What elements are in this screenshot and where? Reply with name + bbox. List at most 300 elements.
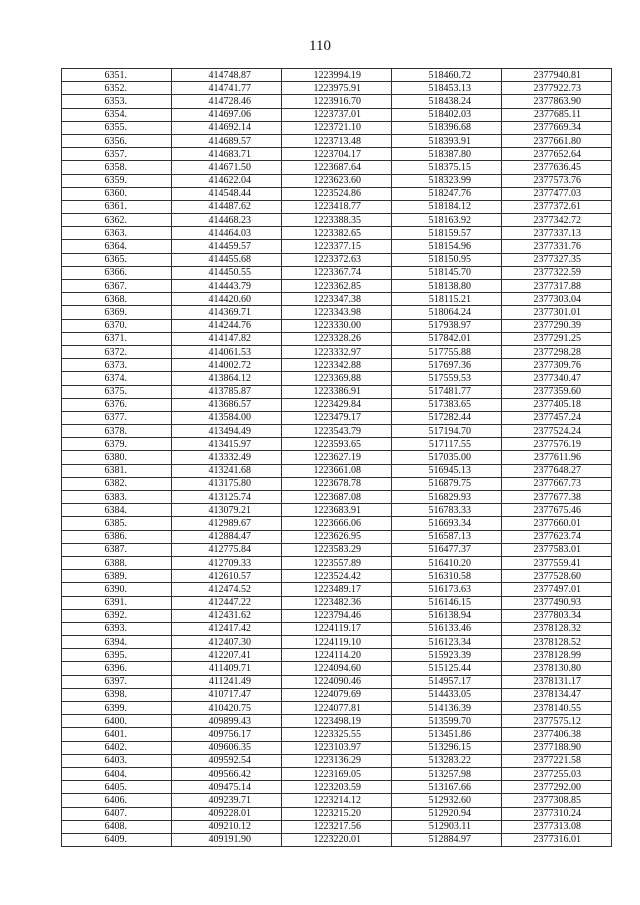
coord-x2-cell: 516477.37 xyxy=(392,543,502,556)
coord-x1-cell: 413079.21 xyxy=(172,504,282,517)
coord-y2-cell: 2377573.76 xyxy=(502,174,612,187)
coord-y2-cell: 2378128.32 xyxy=(502,622,612,635)
table-row xyxy=(62,477,612,490)
point-number-cell: 6396. xyxy=(62,662,172,675)
coord-x1-cell: 412431.62 xyxy=(172,609,282,622)
coord-x2-cell: 514136.39 xyxy=(392,702,502,715)
coord-x1-cell: 409606.35 xyxy=(172,741,282,754)
coord-y2-cell: 2378131.17 xyxy=(502,675,612,688)
coord-y2-cell: 2378140.55 xyxy=(502,702,612,715)
coord-x2-cell: 518154.96 xyxy=(392,240,502,253)
point-number-cell: 6397. xyxy=(62,675,172,688)
point-number-cell: 6409. xyxy=(62,833,172,846)
point-number-cell: 6353. xyxy=(62,95,172,108)
coord-y2-cell: 2377611.96 xyxy=(502,451,612,464)
point-number-cell: 6363. xyxy=(62,227,172,240)
coord-y2-cell: 2377940.81 xyxy=(502,69,612,82)
coord-y1-cell: 1223583.29 xyxy=(282,543,392,556)
table-row xyxy=(62,833,612,846)
coord-x2-cell: 512884.97 xyxy=(392,833,502,846)
coord-x2-cell: 513296.15 xyxy=(392,741,502,754)
coord-x2-cell: 517755.88 xyxy=(392,345,502,358)
coord-x1-cell: 412709.33 xyxy=(172,556,282,569)
coord-y1-cell: 1223388.35 xyxy=(282,214,392,227)
coord-x2-cell: 518247.76 xyxy=(392,187,502,200)
coord-y1-cell: 1224114.20 xyxy=(282,649,392,662)
coord-y2-cell: 2377490.93 xyxy=(502,596,612,609)
coord-x1-cell: 414728.46 xyxy=(172,95,282,108)
coord-x2-cell: 517481.77 xyxy=(392,385,502,398)
table-row xyxy=(62,767,612,780)
coord-x2-cell: 516138.94 xyxy=(392,609,502,622)
table-row xyxy=(62,82,612,95)
table-row xyxy=(62,359,612,372)
coord-x2-cell: 517117.55 xyxy=(392,438,502,451)
point-number-cell: 6404. xyxy=(62,767,172,780)
coord-x1-cell: 412775.84 xyxy=(172,543,282,556)
point-number-cell: 6371. xyxy=(62,332,172,345)
table-row xyxy=(62,227,612,240)
coord-x2-cell: 516133.46 xyxy=(392,622,502,635)
coord-y1-cell: 1223687.08 xyxy=(282,491,392,504)
point-number-cell: 6377. xyxy=(62,411,172,424)
point-number-cell: 6376. xyxy=(62,398,172,411)
coord-y2-cell: 2377331.76 xyxy=(502,240,612,253)
coord-x1-cell: 413175.80 xyxy=(172,477,282,490)
coord-y2-cell: 2377636.45 xyxy=(502,161,612,174)
point-number-cell: 6390. xyxy=(62,583,172,596)
table-row xyxy=(62,688,612,701)
coord-x1-cell: 414468.23 xyxy=(172,214,282,227)
coord-x2-cell: 517842.01 xyxy=(392,332,502,345)
coord-x2-cell: 512932.60 xyxy=(392,794,502,807)
coord-x1-cell: 412407.30 xyxy=(172,636,282,649)
page-number: 110 xyxy=(309,38,331,54)
coord-x2-cell: 516310.58 xyxy=(392,570,502,583)
table-row xyxy=(62,372,612,385)
table-row xyxy=(62,570,612,583)
coord-x2-cell: 518323.99 xyxy=(392,174,502,187)
coord-x2-cell: 513283.22 xyxy=(392,754,502,767)
coord-y1-cell: 1223524.86 xyxy=(282,187,392,200)
coord-y1-cell: 1223489.17 xyxy=(282,583,392,596)
table-row xyxy=(62,134,612,147)
coord-y1-cell: 1224079.69 xyxy=(282,688,392,701)
coord-y1-cell: 1223369.88 xyxy=(282,372,392,385)
table-row xyxy=(62,385,612,398)
coord-y1-cell: 1223721.10 xyxy=(282,121,392,134)
coord-x2-cell: 517282.44 xyxy=(392,411,502,424)
coord-y1-cell: 1223975.91 xyxy=(282,82,392,95)
table-row xyxy=(62,754,612,767)
point-number-cell: 6386. xyxy=(62,530,172,543)
coord-y1-cell: 1224090.46 xyxy=(282,675,392,688)
point-number-cell: 6401. xyxy=(62,728,172,741)
coord-y2-cell: 2377922.73 xyxy=(502,82,612,95)
coord-x2-cell: 518064.24 xyxy=(392,306,502,319)
table-row xyxy=(62,425,612,438)
coord-x1-cell: 409756.17 xyxy=(172,728,282,741)
coord-x2-cell: 516693.34 xyxy=(392,517,502,530)
point-number-cell: 6356. xyxy=(62,134,172,147)
point-number-cell: 6365. xyxy=(62,253,172,266)
coord-x2-cell: 516146.15 xyxy=(392,596,502,609)
coord-y1-cell: 1223704.17 xyxy=(282,148,392,161)
coord-x1-cell: 414147.82 xyxy=(172,332,282,345)
coord-y1-cell: 1223325.55 xyxy=(282,728,392,741)
table-row xyxy=(62,807,612,820)
coord-y1-cell: 1223136.29 xyxy=(282,754,392,767)
coord-x2-cell: 518184.12 xyxy=(392,200,502,213)
point-number-cell: 6382. xyxy=(62,477,172,490)
coord-x2-cell: 516173.63 xyxy=(392,583,502,596)
coord-x1-cell: 414369.71 xyxy=(172,306,282,319)
coord-x2-cell: 518438.24 xyxy=(392,95,502,108)
coord-y1-cell: 1223386.91 xyxy=(282,385,392,398)
coord-y2-cell: 2377303.04 xyxy=(502,293,612,306)
table-row xyxy=(62,332,612,345)
coord-x2-cell: 518163.92 xyxy=(392,214,502,227)
coord-y1-cell: 1223713.48 xyxy=(282,134,392,147)
coord-x2-cell: 516587.13 xyxy=(392,530,502,543)
table-row xyxy=(62,820,612,833)
coord-y2-cell: 2377255.03 xyxy=(502,767,612,780)
coord-y1-cell: 1223169.05 xyxy=(282,767,392,780)
point-number-cell: 6374. xyxy=(62,372,172,385)
coord-x2-cell: 516410.20 xyxy=(392,556,502,569)
table-row xyxy=(62,662,612,675)
coord-x2-cell: 516879.75 xyxy=(392,477,502,490)
coord-y2-cell: 2377301.01 xyxy=(502,306,612,319)
coord-x1-cell: 410717.47 xyxy=(172,688,282,701)
table-row xyxy=(62,95,612,108)
table-row xyxy=(62,609,612,622)
point-number-cell: 6362. xyxy=(62,214,172,227)
coord-y2-cell: 2377290.39 xyxy=(502,319,612,332)
coord-y1-cell: 1223794.46 xyxy=(282,609,392,622)
coord-y2-cell: 2377457.24 xyxy=(502,411,612,424)
coord-y2-cell: 2377291.25 xyxy=(502,332,612,345)
coord-x2-cell: 518387.80 xyxy=(392,148,502,161)
coord-y1-cell: 1223342.88 xyxy=(282,359,392,372)
table-row xyxy=(62,649,612,662)
coord-y1-cell: 1223626.95 xyxy=(282,530,392,543)
coord-x2-cell: 518138.80 xyxy=(392,280,502,293)
table-row xyxy=(62,280,612,293)
coord-x2-cell: 518159.57 xyxy=(392,227,502,240)
coord-y1-cell: 1224119.17 xyxy=(282,622,392,635)
coord-y2-cell: 2377497.01 xyxy=(502,583,612,596)
coord-x2-cell: 518375.15 xyxy=(392,161,502,174)
coord-y2-cell: 2377524.24 xyxy=(502,425,612,438)
coord-y2-cell: 2378128.99 xyxy=(502,649,612,662)
coord-y2-cell: 2377477.03 xyxy=(502,187,612,200)
point-number-cell: 6372. xyxy=(62,345,172,358)
coord-y1-cell: 1223678.78 xyxy=(282,477,392,490)
coord-y2-cell: 2377648.27 xyxy=(502,464,612,477)
point-number-cell: 6359. xyxy=(62,174,172,187)
point-number-cell: 6385. xyxy=(62,517,172,530)
coord-x1-cell: 414671.50 xyxy=(172,161,282,174)
coord-y2-cell: 2377310.24 xyxy=(502,807,612,820)
coord-y1-cell: 1223382.65 xyxy=(282,227,392,240)
point-number-cell: 6389. xyxy=(62,570,172,583)
coord-x1-cell: 411241.49 xyxy=(172,675,282,688)
coord-y2-cell: 2377576.19 xyxy=(502,438,612,451)
coord-x2-cell: 517194.70 xyxy=(392,425,502,438)
table-row xyxy=(62,214,612,227)
coord-x2-cell: 517697.36 xyxy=(392,359,502,372)
coord-x1-cell: 413332.49 xyxy=(172,451,282,464)
coord-x1-cell: 413686.57 xyxy=(172,398,282,411)
coord-x1-cell: 409239.71 xyxy=(172,794,282,807)
coord-y2-cell: 2377406.38 xyxy=(502,728,612,741)
coord-y1-cell: 1223683.91 xyxy=(282,504,392,517)
coord-y2-cell: 2377316.01 xyxy=(502,833,612,846)
table-row xyxy=(62,200,612,213)
coord-y2-cell: 2377359.60 xyxy=(502,385,612,398)
table-row xyxy=(62,108,612,121)
coord-y1-cell: 1223362.85 xyxy=(282,280,392,293)
coord-y1-cell: 1223623.60 xyxy=(282,174,392,187)
coord-x1-cell: 414748.87 xyxy=(172,69,282,82)
point-number-cell: 6370. xyxy=(62,319,172,332)
point-number-cell: 6367. xyxy=(62,280,172,293)
coord-x2-cell: 513257.98 xyxy=(392,767,502,780)
coord-x1-cell: 414420.60 xyxy=(172,293,282,306)
coord-y2-cell: 2377337.13 xyxy=(502,227,612,240)
coord-y2-cell: 2377292.00 xyxy=(502,781,612,794)
table-row xyxy=(62,517,612,530)
table-row xyxy=(62,741,612,754)
point-number-cell: 6408. xyxy=(62,820,172,833)
table-row xyxy=(62,345,612,358)
table-row xyxy=(62,411,612,424)
coord-y2-cell: 2377575.12 xyxy=(502,715,612,728)
coord-y1-cell: 1223217.56 xyxy=(282,820,392,833)
point-number-cell: 6400. xyxy=(62,715,172,728)
coord-y1-cell: 1223332.97 xyxy=(282,345,392,358)
coord-y2-cell: 2377405.18 xyxy=(502,398,612,411)
point-number-cell: 6368. xyxy=(62,293,172,306)
point-number-cell: 6402. xyxy=(62,741,172,754)
table-row xyxy=(62,451,612,464)
coord-y1-cell: 1223214.12 xyxy=(282,794,392,807)
point-number-cell: 6388. xyxy=(62,556,172,569)
coord-x1-cell: 412207.41 xyxy=(172,649,282,662)
coord-y1-cell: 1224094.60 xyxy=(282,662,392,675)
point-number-cell: 6393. xyxy=(62,622,172,635)
coord-y2-cell: 2377661.80 xyxy=(502,134,612,147)
coord-x2-cell: 516829.93 xyxy=(392,491,502,504)
coord-y2-cell: 2377308.85 xyxy=(502,794,612,807)
coord-x1-cell: 412447.22 xyxy=(172,596,282,609)
coord-y2-cell: 2377317.88 xyxy=(502,280,612,293)
coord-x2-cell: 516783.33 xyxy=(392,504,502,517)
table-row xyxy=(62,543,612,556)
point-number-cell: 6406. xyxy=(62,794,172,807)
coord-y1-cell: 1223482.36 xyxy=(282,596,392,609)
coord-x1-cell: 412989.67 xyxy=(172,517,282,530)
coord-y1-cell: 1223994.19 xyxy=(282,69,392,82)
coord-x1-cell: 414450.55 xyxy=(172,266,282,279)
coord-y1-cell: 1223203.59 xyxy=(282,781,392,794)
table-row xyxy=(62,187,612,200)
table-row xyxy=(62,266,612,279)
coord-x2-cell: 516123.34 xyxy=(392,636,502,649)
coord-y2-cell: 2377677.38 xyxy=(502,491,612,504)
coord-y2-cell: 2377313.08 xyxy=(502,820,612,833)
coord-y1-cell: 1223215.20 xyxy=(282,807,392,820)
coord-x1-cell: 413864.12 xyxy=(172,372,282,385)
coord-y2-cell: 2377342.72 xyxy=(502,214,612,227)
coord-x1-cell: 414741.77 xyxy=(172,82,282,95)
coord-y2-cell: 2377583.01 xyxy=(502,543,612,556)
coord-x2-cell: 517559.53 xyxy=(392,372,502,385)
coord-x1-cell: 412417.42 xyxy=(172,622,282,635)
coord-x1-cell: 414459.57 xyxy=(172,240,282,253)
coord-x1-cell: 412474.52 xyxy=(172,583,282,596)
point-number-cell: 6399. xyxy=(62,702,172,715)
table-row xyxy=(62,702,612,715)
coord-y2-cell: 2377623.74 xyxy=(502,530,612,543)
coord-y2-cell: 2377652.64 xyxy=(502,148,612,161)
coord-x1-cell: 411409.71 xyxy=(172,662,282,675)
coord-x2-cell: 515923.39 xyxy=(392,649,502,662)
coord-x1-cell: 414443.79 xyxy=(172,280,282,293)
table-row xyxy=(62,240,612,253)
coord-x1-cell: 414689.57 xyxy=(172,134,282,147)
table-row xyxy=(62,174,612,187)
table-row xyxy=(62,148,612,161)
coord-y2-cell: 2378130.80 xyxy=(502,662,612,675)
table-row xyxy=(62,794,612,807)
table-row xyxy=(62,530,612,543)
coord-x1-cell: 414244.76 xyxy=(172,319,282,332)
coord-x1-cell: 413125.74 xyxy=(172,491,282,504)
coord-x2-cell: 514433.05 xyxy=(392,688,502,701)
coordinates-table-body xyxy=(62,69,612,847)
point-number-cell: 6387. xyxy=(62,543,172,556)
coord-x1-cell: 410420.75 xyxy=(172,702,282,715)
coord-x2-cell: 518453.13 xyxy=(392,82,502,95)
coord-y2-cell: 2378134.47 xyxy=(502,688,612,701)
coord-x2-cell: 512920.94 xyxy=(392,807,502,820)
point-number-cell: 6375. xyxy=(62,385,172,398)
coord-x2-cell: 517938.97 xyxy=(392,319,502,332)
point-number-cell: 6358. xyxy=(62,161,172,174)
table-row xyxy=(62,728,612,741)
coord-x1-cell: 409899.43 xyxy=(172,715,282,728)
coord-y1-cell: 1223687.64 xyxy=(282,161,392,174)
coord-y1-cell: 1224077.81 xyxy=(282,702,392,715)
table-row xyxy=(62,161,612,174)
table-row xyxy=(62,622,612,635)
coord-x2-cell: 514957.17 xyxy=(392,675,502,688)
coord-x2-cell: 513451.86 xyxy=(392,728,502,741)
coord-x1-cell: 414697.06 xyxy=(172,108,282,121)
coord-x1-cell: 414061.53 xyxy=(172,345,282,358)
table-row xyxy=(62,636,612,649)
coord-x1-cell: 409566.42 xyxy=(172,767,282,780)
coord-x1-cell: 409228.01 xyxy=(172,807,282,820)
coord-y1-cell: 1223524.42 xyxy=(282,570,392,583)
point-number-cell: 6354. xyxy=(62,108,172,121)
table-row xyxy=(62,69,612,82)
coord-x1-cell: 412610.57 xyxy=(172,570,282,583)
coord-y2-cell: 2377221.58 xyxy=(502,754,612,767)
point-number-cell: 6395. xyxy=(62,649,172,662)
coord-x1-cell: 414487.62 xyxy=(172,200,282,213)
coord-y1-cell: 1223372.63 xyxy=(282,253,392,266)
table-row xyxy=(62,675,612,688)
coord-x1-cell: 409592.54 xyxy=(172,754,282,767)
coord-y2-cell: 2377803.34 xyxy=(502,609,612,622)
point-number-cell: 6379. xyxy=(62,438,172,451)
coord-x2-cell: 518115.21 xyxy=(392,293,502,306)
coord-y2-cell: 2377675.46 xyxy=(502,504,612,517)
table-row xyxy=(62,781,612,794)
coord-x1-cell: 412884.47 xyxy=(172,530,282,543)
point-number-cell: 6364. xyxy=(62,240,172,253)
table-row xyxy=(62,319,612,332)
coord-x2-cell: 518145.70 xyxy=(392,266,502,279)
point-number-cell: 6383. xyxy=(62,491,172,504)
coord-y1-cell: 1223343.98 xyxy=(282,306,392,319)
point-number-cell: 6357. xyxy=(62,148,172,161)
coord-x1-cell: 413415.97 xyxy=(172,438,282,451)
coord-y1-cell: 1223661.08 xyxy=(282,464,392,477)
coord-y2-cell: 2378128.52 xyxy=(502,636,612,649)
coord-y1-cell: 1223543.79 xyxy=(282,425,392,438)
coord-x2-cell: 518150.95 xyxy=(392,253,502,266)
coord-x1-cell: 414622.04 xyxy=(172,174,282,187)
coord-y2-cell: 2377327.35 xyxy=(502,253,612,266)
coord-y2-cell: 2377188.90 xyxy=(502,741,612,754)
coord-x2-cell: 513599.70 xyxy=(392,715,502,728)
coord-y1-cell: 1223347.38 xyxy=(282,293,392,306)
coord-y1-cell: 1223103.97 xyxy=(282,741,392,754)
coord-x2-cell: 516945.13 xyxy=(392,464,502,477)
coord-x1-cell: 409475.14 xyxy=(172,781,282,794)
table-row xyxy=(62,398,612,411)
coord-y2-cell: 2377685.11 xyxy=(502,108,612,121)
point-number-cell: 6384. xyxy=(62,504,172,517)
coord-y2-cell: 2377309.76 xyxy=(502,359,612,372)
point-number-cell: 6355. xyxy=(62,121,172,134)
point-number-cell: 6378. xyxy=(62,425,172,438)
point-number-cell: 6407. xyxy=(62,807,172,820)
table-row xyxy=(62,491,612,504)
point-number-cell: 6394. xyxy=(62,636,172,649)
coord-y1-cell: 1223377.15 xyxy=(282,240,392,253)
coord-y1-cell: 1223330.00 xyxy=(282,319,392,332)
coord-y2-cell: 2377863.90 xyxy=(502,95,612,108)
point-number-cell: 6381. xyxy=(62,464,172,477)
point-number-cell: 6392. xyxy=(62,609,172,622)
table-row xyxy=(62,306,612,319)
coord-x1-cell: 413494.49 xyxy=(172,425,282,438)
coordinates-table xyxy=(61,68,612,847)
table-row xyxy=(62,504,612,517)
coord-y1-cell: 1223627.19 xyxy=(282,451,392,464)
point-number-cell: 6391. xyxy=(62,596,172,609)
table-row xyxy=(62,438,612,451)
point-number-cell: 6405. xyxy=(62,781,172,794)
coord-y2-cell: 2377340.47 xyxy=(502,372,612,385)
coord-x1-cell: 414692.14 xyxy=(172,121,282,134)
coord-y1-cell: 1223557.89 xyxy=(282,556,392,569)
